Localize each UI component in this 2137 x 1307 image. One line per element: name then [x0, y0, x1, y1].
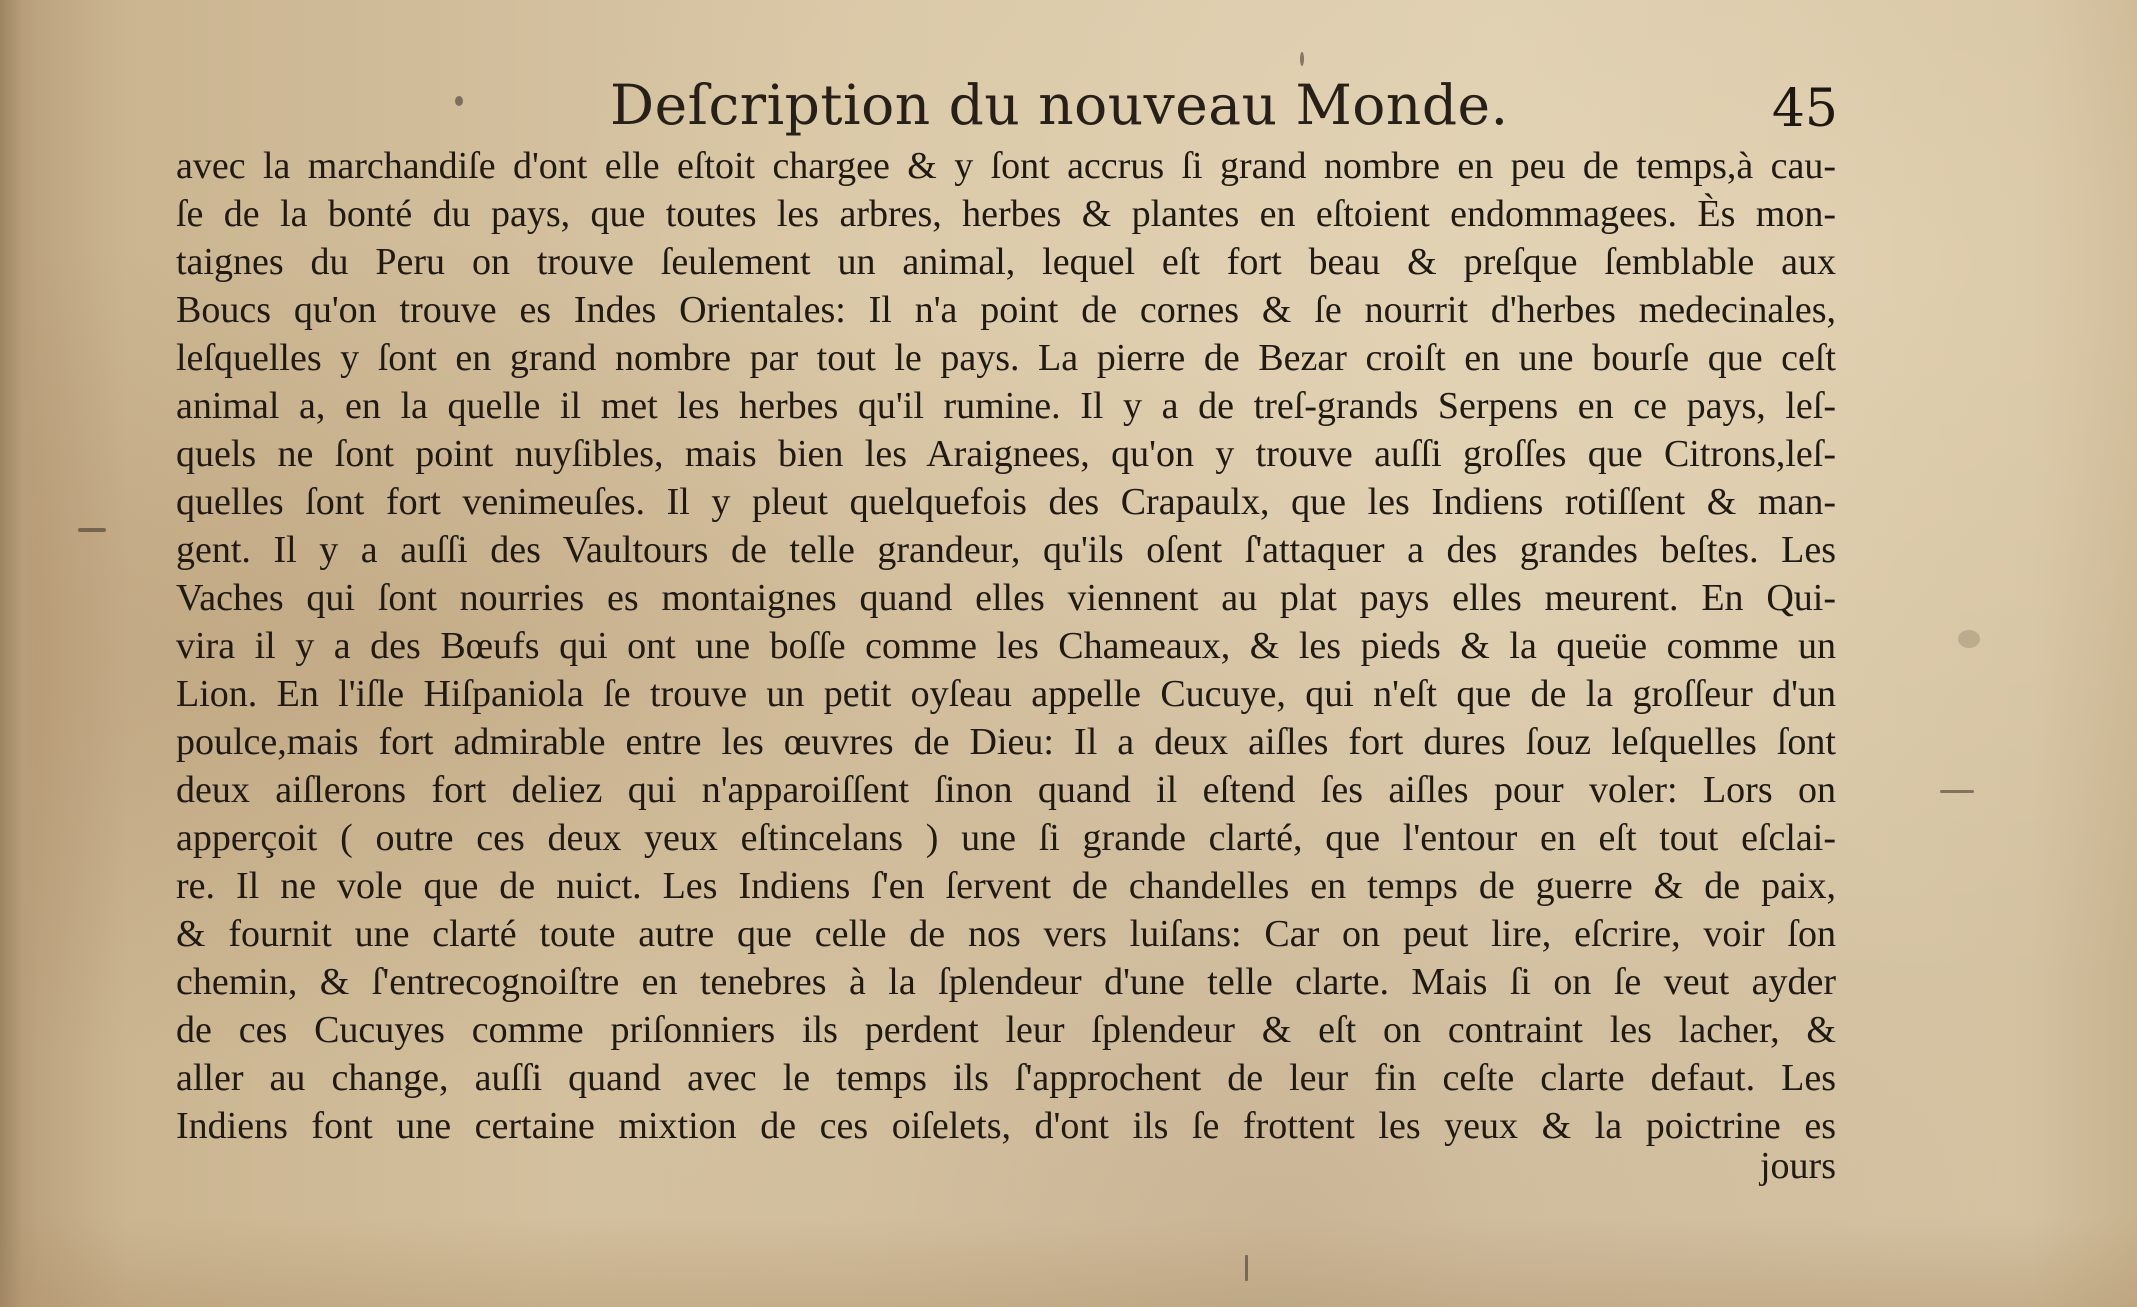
text-line: Indiens font une certaine mixtion de ces oiſelets, d'ont ils ſe frottent les yeux & la poictrine es	[176, 1105, 1836, 1147]
text-line: aller au change, auſſi quand avec le temps ils ſ'approchent de leur fin ceſte clarte defaut. Les	[176, 1057, 1836, 1099]
catchword: jours	[1760, 1145, 1836, 1187]
text-line: leſquelles y ſont en grand nombre par tout le pays. La pierre de Bezar croiſt en une bourſe que ceſt	[176, 337, 1836, 379]
running-head: Deſcription du nouveau Monde.	[610, 73, 1509, 137]
text-line: chemin, & ſ'entrecognoiſtre en tenebres à la ſplendeur d'une telle clarte. Mais ſi on ſe veut ayder	[176, 961, 1836, 1003]
text-line: avec la marchandiſe d'ont elle eſtoit chargee & y ſont accrus ſi grand nombre en peu de temps,à cau-	[176, 145, 1836, 187]
ink-speck	[78, 528, 106, 532]
text-line: re. Il ne vole que de nuict. Les Indiens ſ'en ſervent de chandelles en temps de guerre & de paix,	[176, 865, 1836, 907]
ink-speck	[455, 96, 463, 106]
ink-speck	[1958, 630, 1980, 648]
text-line: quels ne ſont point nuyſibles, mais bien les Araignees, qu'on y trouve auſſi groſſes que Citrons,leſ-	[176, 433, 1836, 475]
text-line: taignes du Peru on trouve ſeulement un animal, lequel eſt fort beau & preſque ſemblable aux	[176, 241, 1836, 283]
ink-speck	[1300, 52, 1304, 66]
body-text	[176, 142, 1836, 1150]
text-line: gent. Il y a auſſi des Vaultours de telle grandeur, qu'ils oſent ſ'attaquer a des grandes beſtes. Les	[176, 529, 1836, 571]
text-line: ſe de la bonté du pays, que toutes les arbres, herbes & plantes en eſtoient endommagees. Ès mon-	[176, 193, 1836, 235]
text-line: quelles ſont fort venimeuſes. Il y pleut quelquefois des Crapaulx, que les Indiens rotiſſent & man-	[176, 481, 1836, 523]
page-number: 45	[1771, 79, 1838, 139]
ink-speck	[1940, 790, 1974, 793]
page-bottom-shade	[0, 1217, 2137, 1307]
text-line: Lion. En l'iſle Hiſpaniola ſe trouve un petit oyſeau appelle Cucuye, qui n'eſt que de la groſſeur d'un	[176, 673, 1836, 715]
ink-speck	[1245, 1255, 1248, 1281]
text-line: de ces Cucuyes comme priſonniers ils perdent leur ſplendeur & eſt on contraint les lacher, &	[176, 1009, 1836, 1051]
page-header	[0, 60, 2137, 150]
page-gutter-shadow	[0, 0, 38, 1307]
text-line: animal a, en la quelle il met les herbes qu'il rumine. Il y a de treſ-grands Serpens en ce pays, leſ-	[176, 385, 1836, 427]
text-line: Boucs qu'on trouve es Indes Orientales: Il n'a point de cornes & ſe nourrit d'herbes medecinales,	[176, 289, 1836, 331]
text-line: apperçoit ( outre ces deux yeux eſtincelans ) une ſi grande clarté, que l'entour en eſt tout eſclai-	[176, 817, 1836, 859]
text-line: & fournit une clarté toute autre que celle de nos vers luiſans: Car on peut lire, eſcrire, voir ſon	[176, 913, 1836, 955]
text-line: deux aiſlerons fort deliez qui n'apparoiſſent ſinon quand il eſtend ſes aiſles pour voler: Lors on	[176, 769, 1836, 811]
text-line: Vaches qui ſont nourries es montaignes quand elles viennent au plat pays elles meurent. En Qui-	[176, 577, 1836, 619]
text-line: vira il y a des Bœufs qui ont une boſſe comme les Chameaux, & les pieds & la queüe comme un	[176, 625, 1836, 667]
text-line: poulce,mais fort admirable entre les œuvres de Dieu: Il a deux aiſles fort dures ſouz leſquelles ſont	[176, 721, 1836, 763]
catchword-row	[176, 1142, 1836, 1190]
